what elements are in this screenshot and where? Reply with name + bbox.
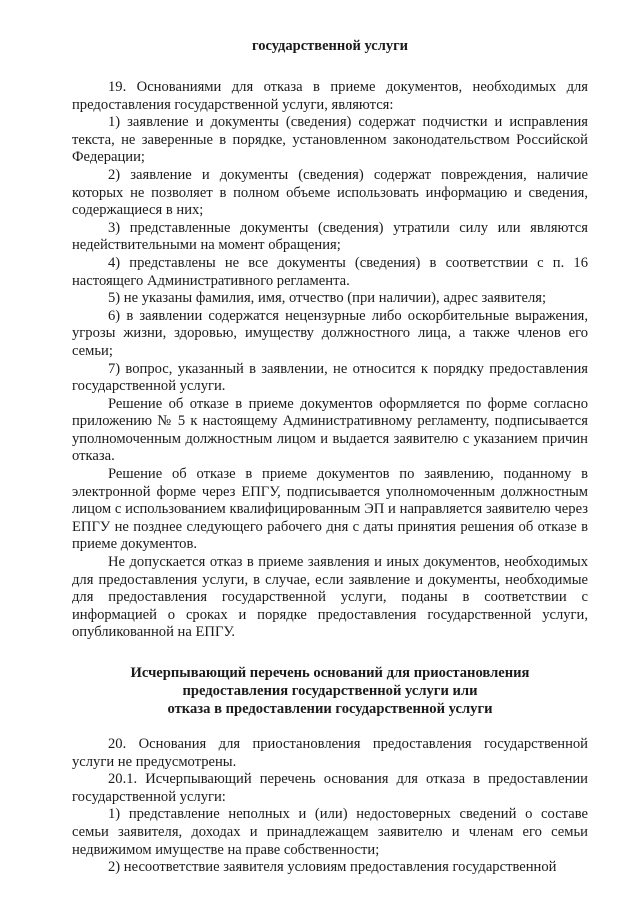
list-item-6: 6) в заявлении содержатся нецензурные либо оскорбительные выражения, угрозы жизни, здоровью, имуществу должностного лица, а также членов его семьи; [72,307,588,359]
list-item-2: 2) заявление и документы (сведения) содержат повреждения, наличие которых не позволяет в полном объеме использовать информацию и сведения, содержащиеся в них; [72,166,588,219]
section-heading [72,664,588,718]
refusal-item-2: 2) несоответствие заявителя условиям предоставления государственной [108,859,557,876]
paragraph-20: 20. Основания для приостановления предоставления государственной услуги не предусмотрены. [72,736,588,770]
paragraph-not-allowed: Не допускается отказ в приеме заявления и иных документов, необходимых для предоставления услуги, в случае, если заявление и документы, необходимые для предоставления государственной услуги, поданы в соответствии с информацией о сроках и порядке предоставления государственной услуги, опубликованной на ЕПГУ. [72,554,588,641]
paragraph-19: 19. Основаниями для отказа в приеме документов, необходимых для предоставления государственной услуги, являются: [72,79,588,113]
refusal-item-1: 1) представление неполных и (или) недостоверных сведений о составе семьи заявителя, доходах и принадлежащем заявителю и членам его семьи недвижимом имуществе на праве собственности; [72,806,588,858]
section-heading-line-2: предоставления государственной услуги или [182,683,478,699]
list-item-3: 3) представленные документы (сведения) утратили силу или являются недействительными на момент обращения; [72,219,588,254]
document-body [72,79,588,877]
paragraph-refusal-electronic: Решение об отказе в приеме документов по заявлению, поданному в электронной форме через ЕПГУ, подписывается уполномоченным должностным лицом с использованием квалифицированным ЭП и направляется заявителю через ЕПГУ не позднее следующего рабочего дня с даты принятия решения об отказе в приеме документов. [72,466,588,553]
paragraph-20-1: 20.1. Исчерпывающий перечень основания для отказа в предоставлении государственной услуги: [72,771,588,805]
list-item-1: 1) заявление и документы (сведения) содержат подчистки и исправления текста, не заверенные в порядке, установленном законодательством Российской Федерации; [72,114,588,166]
list-item-7: 7) вопрос, указанный в заявлении, не относится к порядку предоставления государственной услуги. [72,360,588,395]
list-item-5: 5) не указаны фамилия, имя, отчество (при наличии), адрес заявителя; [108,290,547,307]
section-heading-line-3: отказа в предоставлении государственной услуги [167,701,493,717]
list-item-4: 4) представлены не все документы (сведения) в соответствии с п. 16 настоящего Административного регламента. [72,254,588,289]
paragraph-refusal-form: Решение об отказе в приеме документов оформляется по форме согласно приложению № 5 к настоящему Административному регламенту, подписывается уполномоченным должностным лицом и выдается заявителю с указанием причин отказа. [72,395,588,465]
section-heading-line-1: Исчерпывающий перечень оснований для приостановления [130,665,530,681]
page-heading: государственной услуги [251,38,409,54]
